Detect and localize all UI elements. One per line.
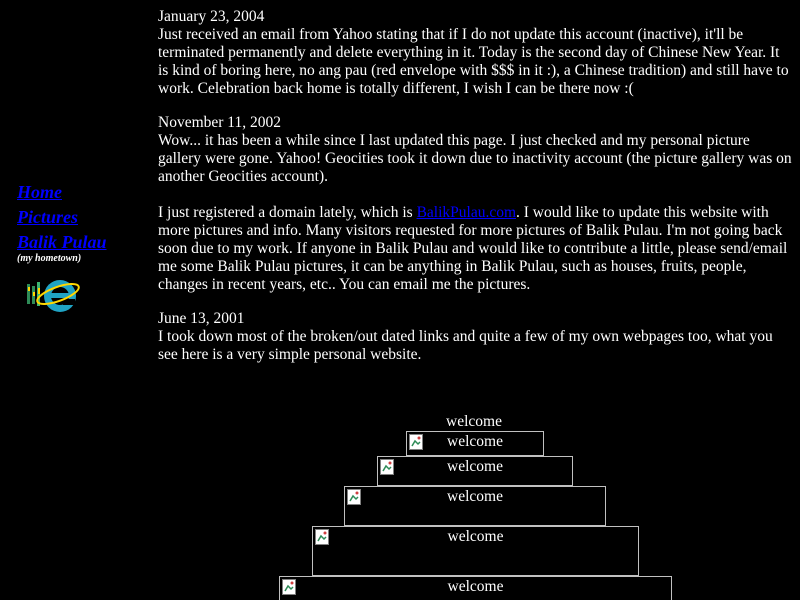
entry-date: January 23, 2004 — [158, 8, 265, 25]
sidebar-nav — [17, 180, 147, 265]
broken-image-icon — [380, 459, 394, 475]
news-entry — [158, 114, 792, 294]
entry-date: June 13, 2001 — [158, 310, 245, 327]
broken-image-icon — [315, 529, 329, 545]
nav-link-home[interactable]: Home — [17, 182, 62, 202]
broken-image-icon — [282, 579, 296, 595]
balikpulau-link[interactable]: BalikPulau.com — [416, 204, 517, 221]
entry-date: November 11, 2002 — [158, 114, 281, 131]
welcome-image: welcome — [344, 486, 606, 526]
welcome-image: welcome — [312, 526, 639, 576]
nav-link-pictures[interactable]: Pictures — [17, 207, 78, 227]
broken-image-icon — [347, 489, 361, 505]
news-entry — [158, 310, 792, 364]
hometown-note: (my hometown) — [17, 253, 82, 264]
entry-body: Just received an email from Yahoo stating that if I do not update this account (inactive), it'll be terminated permanently and delete everything in it. Today is the second day of Chinese New Year. It is kind of boring here, no ang pau (red envelope with $$$ in it :), a Chinese tradition) and still have to work. Celebration back home is totally different, I wish I can be there now :( — [158, 26, 789, 97]
nav-link-balik-pulau[interactable]: Balik Pulau — [17, 232, 107, 252]
internet-explorer-logo-icon[interactable] — [25, 272, 81, 318]
welcome-image: welcome — [377, 456, 573, 486]
news-entry — [158, 8, 792, 98]
entry-body-domain: I just registered a domain lately, which is BalikPulau.com. I would like to update this website with more pictures and info. Many visitors requested for more pictures of Balik Pulau. I'm not going back soon due to my work. If anyone in Balik Pulau and would like to contribute a little, please send/email me some Balik Pulau pictures, it can be anything in Balik Pulau, such as houses, fruits, people, changes in recent years, etc.. You can email me the pictures. — [158, 204, 788, 293]
broken-image-icon — [409, 434, 423, 450]
welcome-text: welcome — [446, 413, 502, 430]
welcome-image: welcome — [279, 576, 672, 600]
entry-body: Wow... it has been a while since I last updated this page. I just checked and my personal picture gallery were gone. Yahoo! Geocities took it down due to inactivity account (the picture gallery was on another Geocities account). — [158, 132, 792, 185]
news-content — [158, 8, 792, 380]
entry-body: I took down most of the broken/out dated links and quite a few of my own webpages too, what you see here is a very simple personal website. — [158, 328, 773, 363]
welcome-image: welcome — [406, 431, 544, 456]
